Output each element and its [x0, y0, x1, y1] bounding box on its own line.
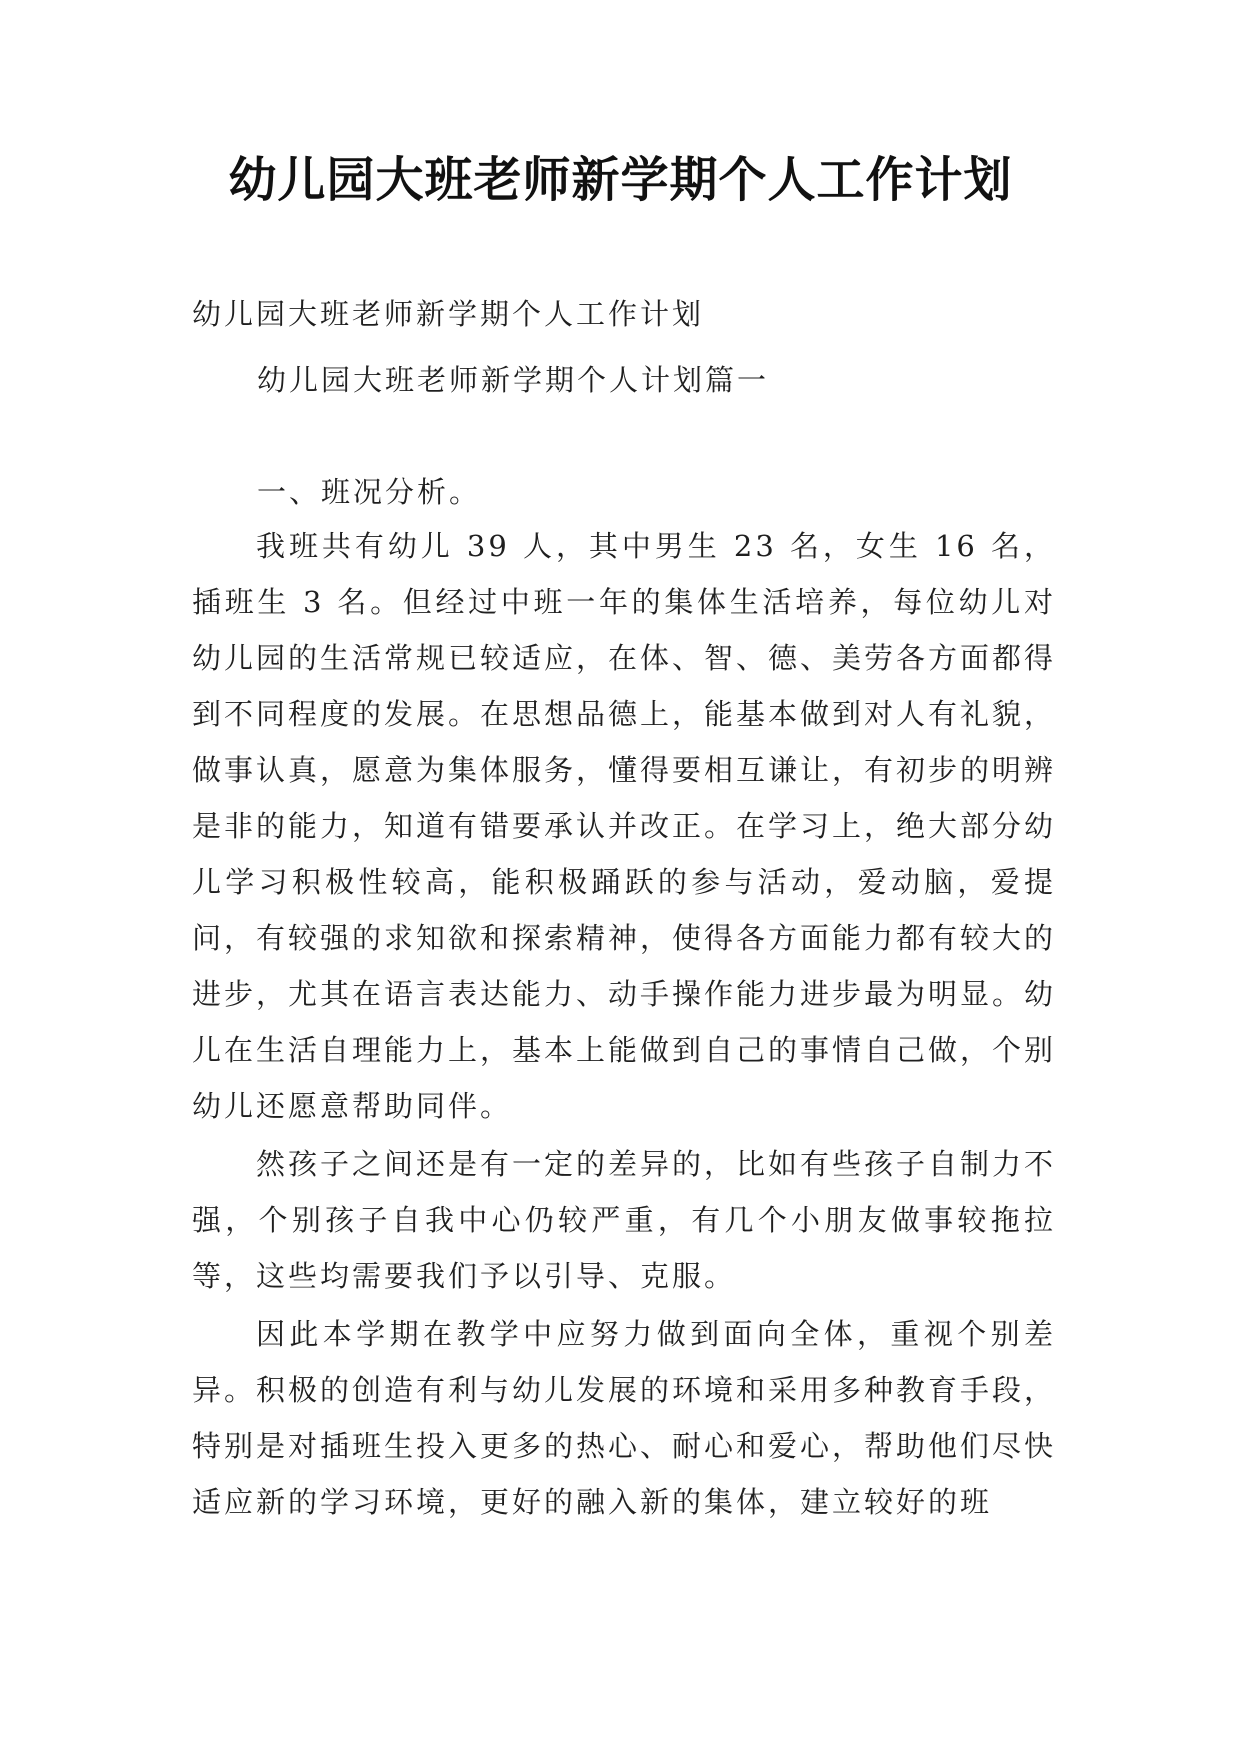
document-subtitle: 幼儿园大班老师新学期个人工作计划 [192, 297, 705, 331]
paragraph: 因此本学期在教学中应努力做到面向全体，重视个别差异。积极的创造有利与幼儿发展的环境和采用多种教育手段，特别是对插班生投入更多的热心、耐心和爱心，帮助他们尽快适应新的学习环境，更好的融入新的集体，建立较好的班 [192, 1317, 1057, 1519]
document-title: 幼儿园大班老师新学期个人工作计划 [228, 152, 1013, 208]
paragraph: 我班共有幼儿 39 人，其中男生 23 名，女生 16 名，插班生 3 名。但经过中班一年的集体生活培养，每位幼儿对幼儿园的生活常规已较适应，在体、智、德、美劳各方面都得到不同程度的发展。在思想品德上，能基本做到对人有礼貌，做事认真，愿意为集体服务，懂得要相互谦让，有初步的明辨是非的能力，知道有错要承认并改正。在学习上，绝大部分幼儿学习积极性较高，能积极踊跃的参与活动，爱动脑，爱提问，有较强的求知欲和探索精神，使得各方面能力都有较大的进步，尤其在语言表达能力、动手操作能力进步最为明显。幼儿在生活自理能力上，基本上能做到自己的事情自己做，个别幼儿还愿意帮助同伴。 [192, 529, 1057, 1123]
paragraph: 然孩子之间还是有一定的差异的，比如有些孩子自制力不强，个别孩子自我中心仍较严重，有几个小朋友做事较拖拉等，这些均需要我们予以引导、克服。 [192, 1147, 1057, 1293]
plan-subheading: 幼儿园大班老师新学期个人计划篇一 [257, 363, 770, 397]
body-paragraphs [192, 518, 1056, 1532]
section-heading: 一、班况分析。 [257, 475, 482, 509]
